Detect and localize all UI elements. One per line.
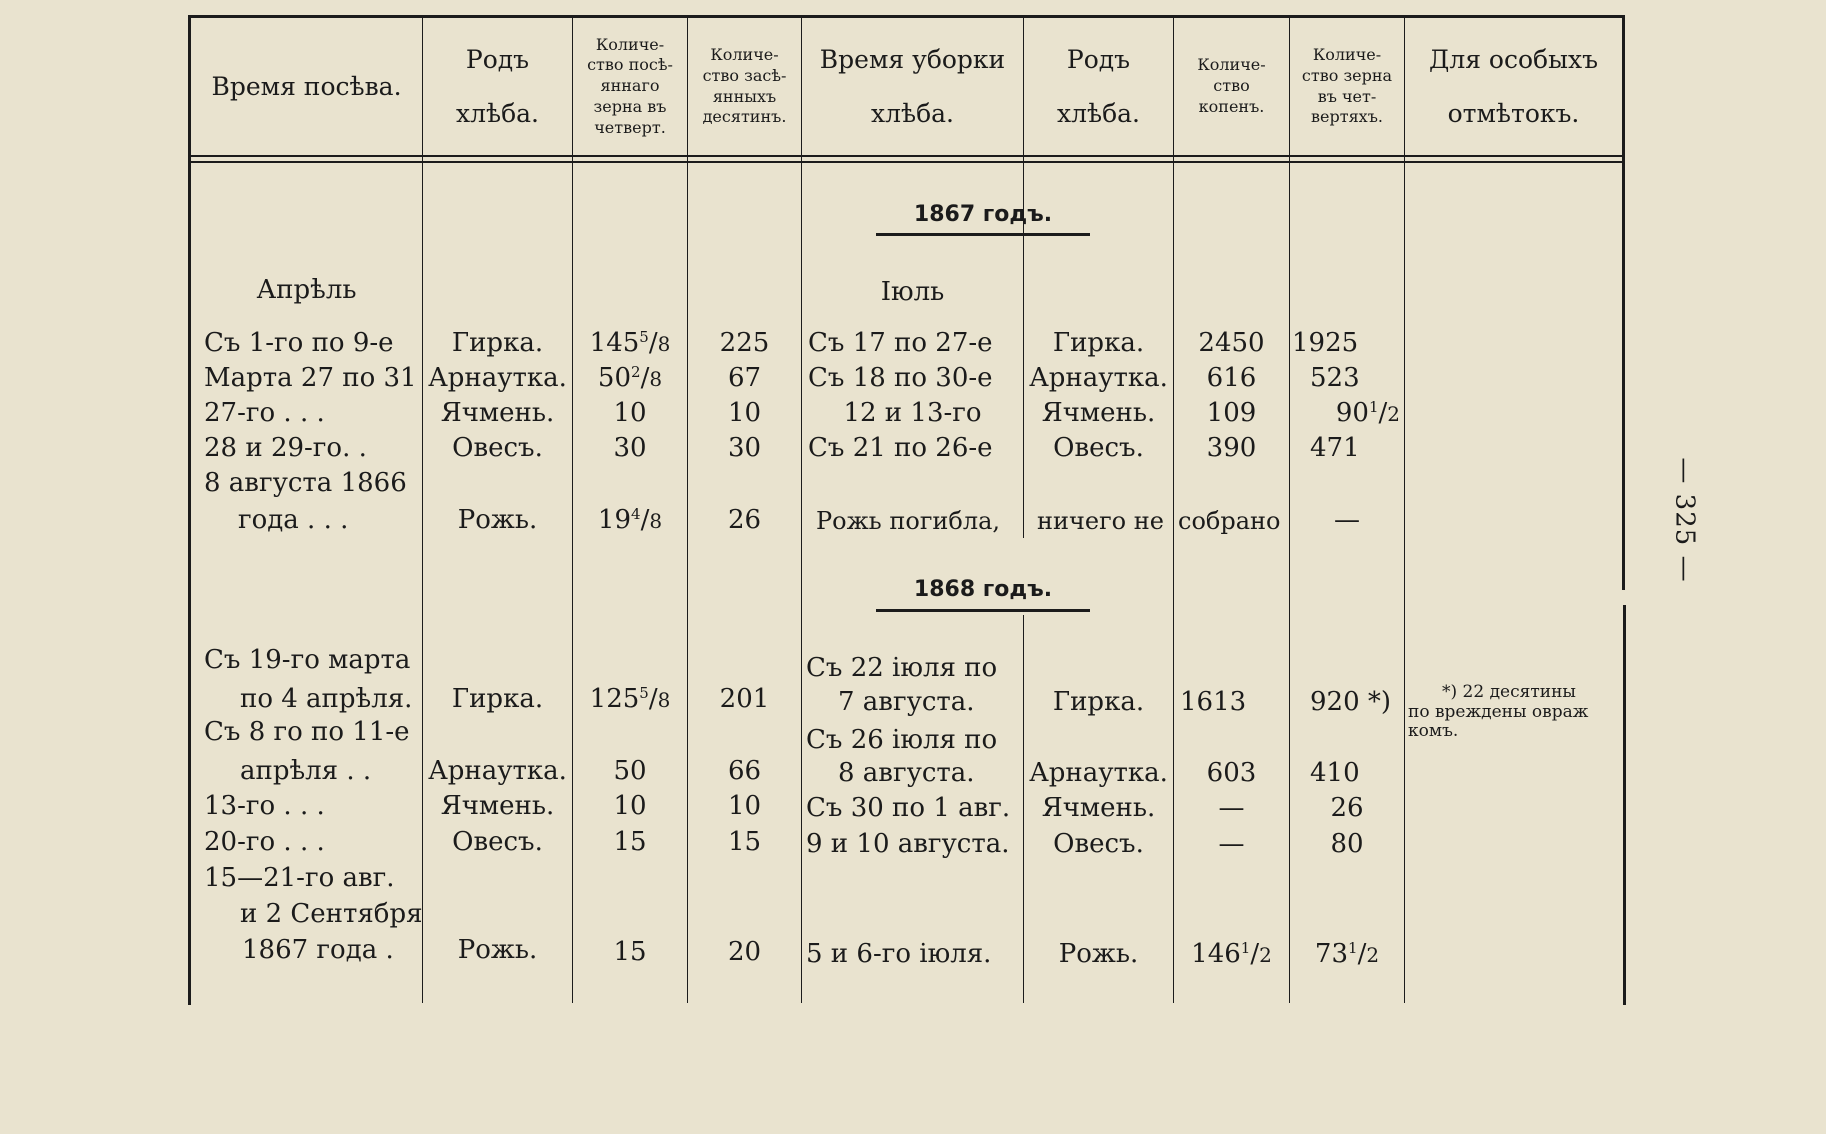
table-row-1867-4-harvest: Съ 21 по 26-е	[808, 433, 993, 463]
table-row-1868-3-crop: Ячмень.	[440, 791, 555, 821]
header-bottom-rule-2	[188, 161, 1625, 163]
harvest-table	[188, 15, 1625, 1005]
table-row-1867-rye-harvest: Рожь погибла,	[816, 507, 1001, 535]
table-row-1868-rye-sow-1: 15—21-го авг.	[204, 863, 395, 893]
year-underline-1868	[876, 609, 1090, 612]
left-border	[188, 15, 191, 1005]
table-row-1867-2-harvest: Съ 18 по 30-е	[808, 363, 993, 393]
table-row-1867-rye-seed: $19^4/8$	[597, 505, 663, 535]
table-row-1868-2-crop2: Арнаутка.	[1029, 758, 1168, 788]
table-row-1868-rye-sow-3: 1867 года .	[242, 935, 394, 965]
table-row-1868-3-desyat: 10	[727, 791, 762, 821]
table-row-1867-1-desyat: 225	[719, 328, 770, 358]
table-row-1867-2-kopen: 616	[1206, 363, 1257, 393]
table-row-1868-rye-kopen: $146^1/2$	[1191, 939, 1272, 969]
col-sep-4	[801, 18, 802, 1003]
table-row-1868-3-harvest: Съ 30 по 1 авг.	[806, 793, 1011, 823]
table-row-1868-1-desyat: 201	[719, 684, 770, 714]
table-row-1868-4-desyat: 15	[727, 827, 762, 857]
table-row-1868-rye-crop2: Рожь.	[1058, 939, 1139, 969]
table-row-1868-1-crop2: Гирка.	[1052, 687, 1145, 717]
table-row-1868-rye-grain: $73^1/2$	[1314, 939, 1380, 969]
right-border-lower	[1623, 605, 1626, 1005]
header-crop-kind: Родъ хлѣба.	[456, 45, 539, 128]
table-row-1868-4-kopen: —	[1218, 829, 1245, 859]
table-row-1867-3-sow: 27-го . . .	[204, 398, 325, 428]
footnote: *) 22 десятины по вреждены овраж комъ.	[1408, 682, 1589, 742]
table-row-1868-1-harvest-1: Съ 22 іюля по	[806, 653, 998, 683]
table-row-1868-2-harvest-2: 8 августа.	[838, 758, 975, 788]
header-sowing-time: Время посѣва.	[211, 71, 402, 101]
table-row-1867-2-crop2: Арнаутка.	[1029, 363, 1168, 393]
table-row-1868-2-grain: 410	[1310, 758, 1360, 788]
table-row-1868-2-sow-2: апрѣля . .	[240, 756, 372, 786]
table-row-1867-3-harvest: 12 и 13-го	[843, 398, 982, 428]
header-harvest-time: Время уборки хлѣба.	[819, 45, 1006, 128]
table-row-1868-3-grain: 26	[1330, 793, 1364, 823]
table-row-1867-4-desyat: 30	[727, 433, 762, 463]
year-heading-1868: 1868 годъ.	[913, 577, 1053, 602]
table-row-1868-rye-seed: 15	[613, 937, 647, 967]
table-row-1868-3-seed: 10	[613, 791, 647, 821]
table-row-1868-4-crop: Овесъ.	[452, 827, 543, 857]
table-row-1867-2-desyat: 67	[727, 363, 762, 393]
table-row-1868-rye-crop: Рожь.	[457, 935, 538, 965]
table-row-1867-3-crop2: Ячмень.	[1041, 398, 1156, 428]
table-row-1867-1-crop2: Гирка.	[1052, 328, 1145, 358]
table-row-1867-1-harvest: Съ 17 по 27-е	[808, 328, 993, 358]
table-row-1868-1-harvest-2: 7 августа.	[838, 687, 975, 717]
table-row-1867-rye-desyat: 26	[727, 505, 762, 535]
table-row-1868-4-harvest: 9 и 10 августа.	[806, 829, 1010, 859]
table-row-1867-3-desyat: 10	[727, 398, 762, 428]
header-sown-desyatins: Количе- ство засѣ- янныхъ десятинъ.	[702, 44, 787, 127]
header-seed-quantity: Количе- ство посѣ- яннаго зерна въ четверт.	[587, 34, 673, 137]
table-row-1867-4-sow: 28 и 29-го. .	[204, 433, 367, 463]
table-row-1868-1-seed: $125^5/8$	[589, 684, 671, 714]
table-row-1867-3-grain: $90^1/2$	[1335, 398, 1400, 428]
table-row-1868-1-kopen: 1613	[1180, 687, 1247, 717]
table-row-1868-1-sow-2: по 4 апрѣля.	[240, 684, 413, 714]
table-row-1867-4-kopen: 390	[1206, 433, 1257, 463]
table-row-1867-3-crop: Ячмень.	[440, 398, 555, 428]
table-row-1867-rye-crop: Рожь.	[457, 505, 538, 535]
table-row-1867-rye-sow-1: 8 августа 1866	[204, 468, 407, 498]
table-row-1868-2-sow-1: Съ 8 го по 11-е	[204, 717, 410, 747]
table-row-1868-4-sow: 20-го . . .	[204, 827, 325, 857]
header-bottom-rule-1	[188, 155, 1625, 157]
table-row-1868-2-desyat: 66	[727, 756, 762, 786]
table-row-1867-4-crop: Овесъ.	[452, 433, 543, 463]
table-row-1867-rye-crop2: ничего не	[1037, 507, 1164, 535]
table-row-1868-rye-sow-2: и 2 Сентября	[240, 899, 423, 929]
table-row-1868-3-crop2: Ячмень.	[1041, 793, 1156, 823]
table-row-1867-4-grain: 471	[1310, 433, 1360, 463]
table-row-1868-2-kopen: 603	[1206, 758, 1257, 788]
table-row-1867-rye-kopen: собрано	[1178, 507, 1281, 535]
table-row-1868-4-seed: 15	[613, 827, 647, 857]
table-row-1867-1-seed: $145^5/8$	[589, 328, 671, 358]
table-row-1867-1-kopen: 2450	[1198, 328, 1265, 358]
table-row-1867-3-seed: 10	[613, 398, 647, 428]
table-row-1868-1-crop: Гирка.	[451, 684, 544, 714]
header-crop-kind-2: Родъ хлѣба.	[1057, 45, 1140, 128]
right-border	[1622, 15, 1625, 590]
table-row-1867-1-crop: Гирка.	[451, 328, 544, 358]
table-row-1867-2-grain: 523	[1310, 363, 1360, 393]
header-special-notes: Для особыхъ отмѣтокъ.	[1429, 45, 1598, 128]
month-harvest-1867: Іюль	[880, 277, 945, 307]
table-row-1868-2-crop: Арнаутка.	[428, 756, 567, 786]
table-row-1867-2-sow: Марта 27 по 31	[204, 363, 417, 393]
table-row-1868-3-sow: 13-го . . .	[204, 791, 325, 821]
col-sep-8	[1404, 18, 1405, 1003]
table-row-1867-rye-grain: —	[1334, 505, 1360, 535]
table-row-1867-4-seed: 30	[613, 433, 647, 463]
table-row-1868-3-kopen: —	[1218, 793, 1245, 823]
page-number: — 325 —	[1670, 457, 1700, 583]
table-row-1867-2-crop: Арнаутка.	[428, 363, 567, 393]
table-row-1868-rye-desyat: 20	[727, 937, 762, 967]
table-row-1867-1-grain: 1925	[1292, 328, 1359, 358]
year-underline-1867	[876, 233, 1090, 236]
table-row-1867-4-crop2: Овесъ.	[1053, 433, 1144, 463]
table-row-1868-1-sow-1: Съ 19-го марта	[204, 645, 411, 675]
table-row-1868-2-harvest-1: Съ 26 іюля по	[806, 725, 998, 755]
table-row-1868-4-grain: 80	[1330, 829, 1364, 859]
table-row-1868-rye-harvest: 5 и 6-го іюля.	[806, 939, 992, 969]
table-row-1868-4-crop2: Овесъ.	[1053, 829, 1144, 859]
table-row-1868-2-seed: 50	[613, 756, 647, 786]
table-row-1868-1-grain: 920 *)	[1310, 687, 1392, 717]
table-row-1867-2-seed: $50^2/8$	[597, 363, 663, 393]
month-sow-1867: Апрѣль	[256, 275, 357, 305]
header-sheaf-count: Количе- ство копенъ.	[1197, 55, 1266, 116]
header-grain-quantity: Количе- ство зерна въ чет- вертяхъ.	[1301, 44, 1393, 127]
table-row-1867-rye-sow-2: года . . .	[238, 505, 349, 535]
table-row-1867-3-kopen: 109	[1206, 398, 1257, 428]
year-heading-1867: 1867 годъ.	[913, 202, 1053, 227]
table-row-1867-1-sow: Съ 1-го по 9-е	[204, 328, 394, 358]
